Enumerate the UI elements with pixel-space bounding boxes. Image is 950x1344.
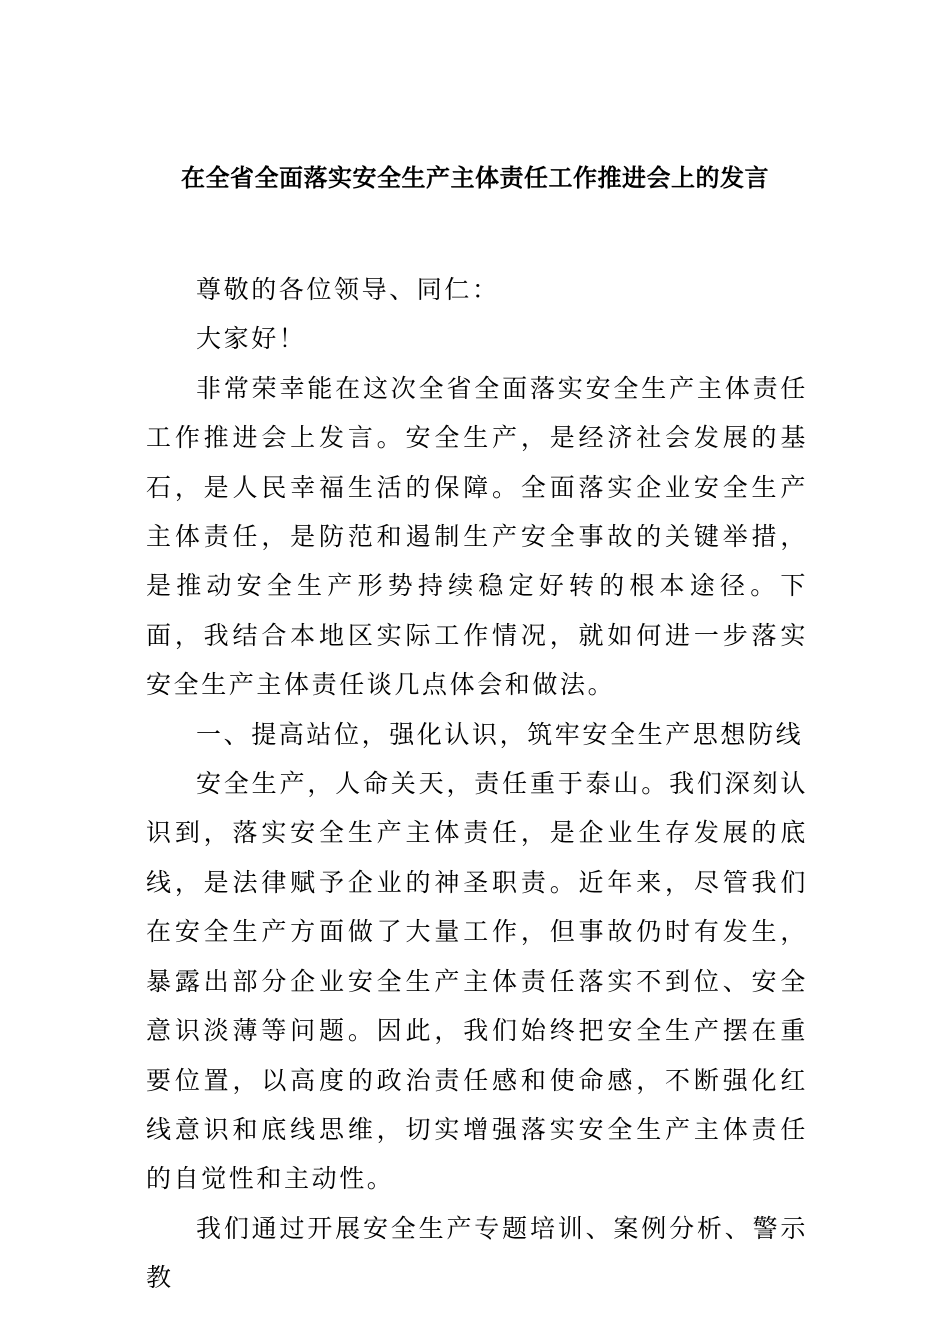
- document-title: 在全省全面落实安全生产主体责任工作推进会上的发言: [181, 163, 769, 192]
- paragraph-section-1-continued: 我们通过开展安全生产专题培训、案例分析、警示教: [146, 1213, 808, 1293]
- salutation: 尊敬的各位领导、同仁：: [196, 275, 500, 304]
- paragraph-intro: 非常荣幸能在这次全省全面落实安全生产主体责任工作推进会上发言。安全生产，是经济社会发展的基石，是人民幸福生活的保障。全面落实企业安全生产主体责任，是防范和遏制生产安全事故的关键举措，是推动安全生产形势持续稳定好转的根本途径。下面，我结合本地区实际工作情况，就如何进一步落实安全生产主体责任谈几点体会和做法。: [146, 373, 808, 700]
- greeting: 大家好！: [196, 324, 307, 354]
- document-body: [146, 265, 808, 1303]
- section-heading-1: 一、提高站位，强化认识，筑牢安全生产思想防线: [196, 719, 804, 749]
- paragraph-section-1: 安全生产，人命关天，责任重于泰山。我们深刻认识到，落实安全生产主体责任，是企业生存发展的底线，是法律赋予企业的神圣职责。近年来，尽管我们在安全生产方面做了大量工作，但事故仍时有发生，暴露出部分企业安全生产主体责任落实不到位、安全意识淡薄等问题。因此，我们始终把安全生产摆在重要位置，以高度的政治责任感和使命感，不断强化红线意识和底线思维，切实增强落实安全生产主体责任的自觉性和主动性。: [146, 769, 808, 1194]
